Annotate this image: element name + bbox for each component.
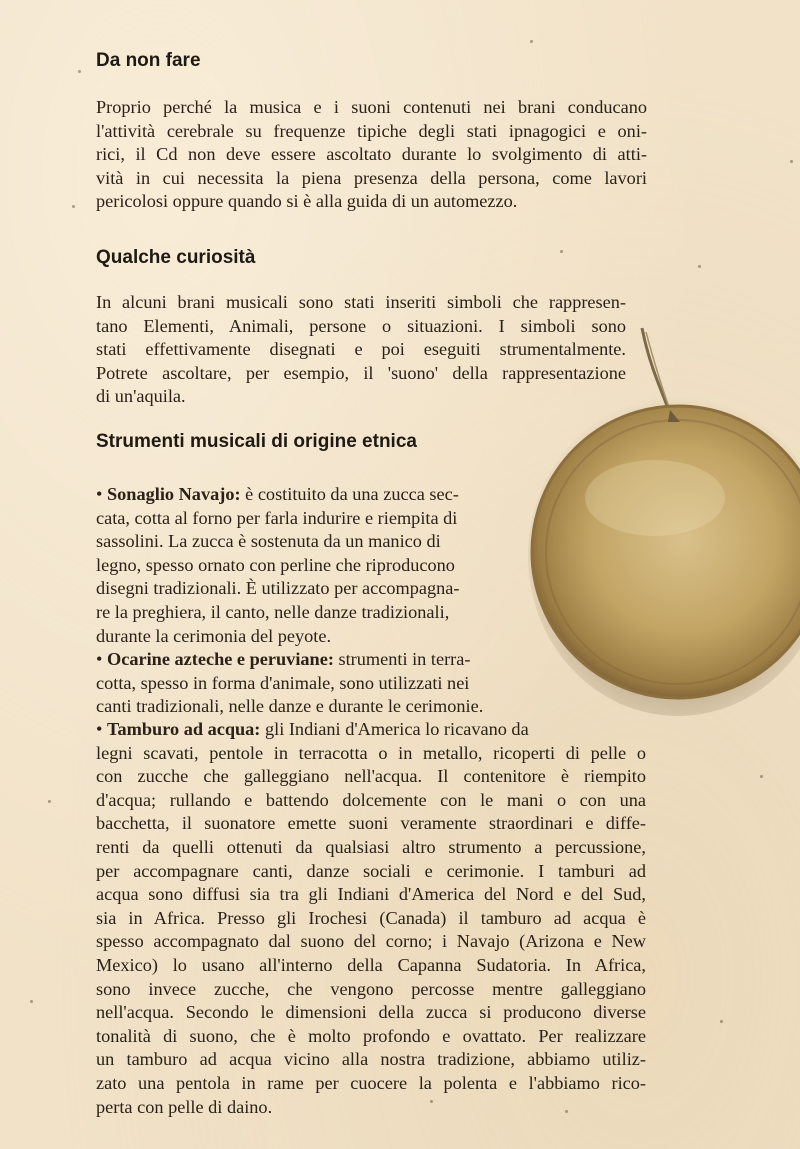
text-line: In alcuni brani musicali sono stati inseriti simboli che rappresen- (96, 292, 626, 312)
text-line: stati effettivamente disegnati e poi eseguiti strumentalmente. (96, 339, 626, 360)
paper-speck (430, 1100, 433, 1103)
bullet-icon: • (96, 484, 103, 504)
text-line: re la preghiera, il canto, nelle danze tradizionali, (96, 601, 450, 622)
text-line: Mexico) lo usano all'interno della Capanna Sudatoria. In Africa, (96, 954, 646, 975)
drum-highlight (585, 460, 725, 536)
list-item-first-line (96, 718, 646, 742)
paper-speck (48, 800, 51, 803)
text-fragment: è costituito da una zucca sec- (240, 484, 459, 504)
text-line: pericolosi oppure quando si è alla guida di un automezzo. (96, 191, 518, 212)
text-line: perta con pelle di daino. (96, 1096, 273, 1117)
text-line: cotta, spesso in forma d'animale, sono utilizzati nei (96, 672, 470, 693)
text-line: canti tradizionali, nelle danze e durante le cerimonie. (96, 696, 484, 717)
drum-skin (532, 406, 800, 698)
paper-speck (30, 1000, 33, 1003)
text-line: Potrete ascoltare, per esempio, il 'suono' della rappresentazione (96, 362, 626, 383)
text-line: sassolini. La zucca è sostenuta da un manico di (96, 531, 441, 552)
text-line: Proprio perché la musica e i suoni contenuti nei brani conducano (96, 97, 647, 117)
text-line: l'attività cerebrale su frequenze tipiche degli stati ipnagogici e oni- (96, 120, 647, 141)
text-line: legno, spesso ornato con perline che riproducono (96, 554, 455, 575)
list-item-ocarine (96, 648, 536, 719)
text-line: d'acqua; rullando e battendo dolcemente con le mani o con una (96, 789, 646, 810)
drum-string (642, 328, 668, 408)
text-line: acqua sono diffusi sia tra gli Indiani d'America del Nord e del Sud, (96, 884, 646, 905)
text-line: zato una pentola in rame per cuocere la polenta e l'abbiamo rico- (96, 1072, 646, 1093)
paper-speck (530, 40, 533, 43)
term-sonaglio-navajo: Sonaglio Navajo: (106, 484, 241, 504)
frame-drum-icon (520, 318, 800, 738)
bullet-icon: • (96, 649, 103, 669)
text-line: nell'acqua. Secondo le dimensioni della zucca si producono diverse (96, 1002, 646, 1023)
paper-speck (78, 70, 81, 73)
text-line: con zucche che galleggiano nell'acqua. Il contenitore è riempito (96, 766, 646, 787)
paper-speck (72, 205, 75, 208)
paper-speck (720, 1020, 723, 1023)
text-line: renti da quelli ottenuti da qualsiasi altro strumento a percussione, (96, 836, 646, 857)
text-line: un tamburo ad acqua vicino alla nostra tradizione, abbiamo utiliz- (96, 1049, 646, 1070)
text-line: bacchetta, il suonatore emette suoni veramente straordinari e diffe- (96, 813, 646, 834)
text-line: legni scavati, pentole in terracotta o in metallo, ricoperti di pelle o (96, 742, 646, 763)
paragraph-da-non-fare (96, 96, 647, 214)
text-line: rici, il Cd non deve essere ascoltato durante lo svolgimento di atti- (96, 144, 647, 165)
paper-speck (760, 775, 763, 778)
heading-qualche-curiosita: Qualche curiosità (96, 247, 256, 268)
list-item-tamburo-ad-acqua (96, 718, 646, 1119)
text-fragment: strumenti in terra- (333, 649, 471, 669)
text-line: sia in Africa. Presso gli Irochesi (Canada) il tamburo ad acqua è (96, 907, 646, 928)
paper-speck (698, 265, 701, 268)
list-item-first-line (96, 648, 536, 672)
list-item-sonaglio-navajo (96, 483, 516, 648)
term-tamburo-ad-acqua: Tamburo ad acqua: (106, 719, 261, 739)
paper-speck (565, 1110, 568, 1113)
text-fragment: gli Indiani d'America lo ricavano da (260, 719, 529, 739)
text-line: durante la cerimonia del peyote. (96, 625, 332, 646)
text-line: disegni tradizionali. È utilizzato per accompagna- (96, 578, 460, 599)
list-item-first-line (96, 483, 516, 507)
text-line: vità in cui necessita la piena presenza della persona, come lavori (96, 167, 647, 188)
term-ocarine: Ocarine azteche e peruviane: (106, 649, 334, 669)
bullet-icon: • (96, 719, 103, 739)
text-line: tano Elementi, Animali, persone o situazioni. I simboli sono (96, 315, 626, 336)
text-line: spesso accompagnato dal suono del corno; i Navajo (Arizona e New (96, 931, 646, 952)
heading-strumenti-etnici: Strumenti musicali di origine etnica (96, 431, 417, 452)
text-line: cata, cotta al forno per farla indurire e riempita di (96, 507, 458, 528)
text-line: per accompagnare canti, danze sociali e cerimonie. I tamburi ad (96, 860, 646, 881)
paper-speck (560, 250, 563, 253)
text-line: tonalità di suono, che è molto profondo e ovattato. Per realizzare (96, 1025, 646, 1046)
text-line: sono invece zucche, che vengono percosse mentre galleggiano (96, 978, 646, 999)
heading-da-non-fare: Da non fare (96, 50, 201, 71)
text-line: di un'aquila. (96, 386, 186, 407)
paper-speck (790, 160, 793, 163)
